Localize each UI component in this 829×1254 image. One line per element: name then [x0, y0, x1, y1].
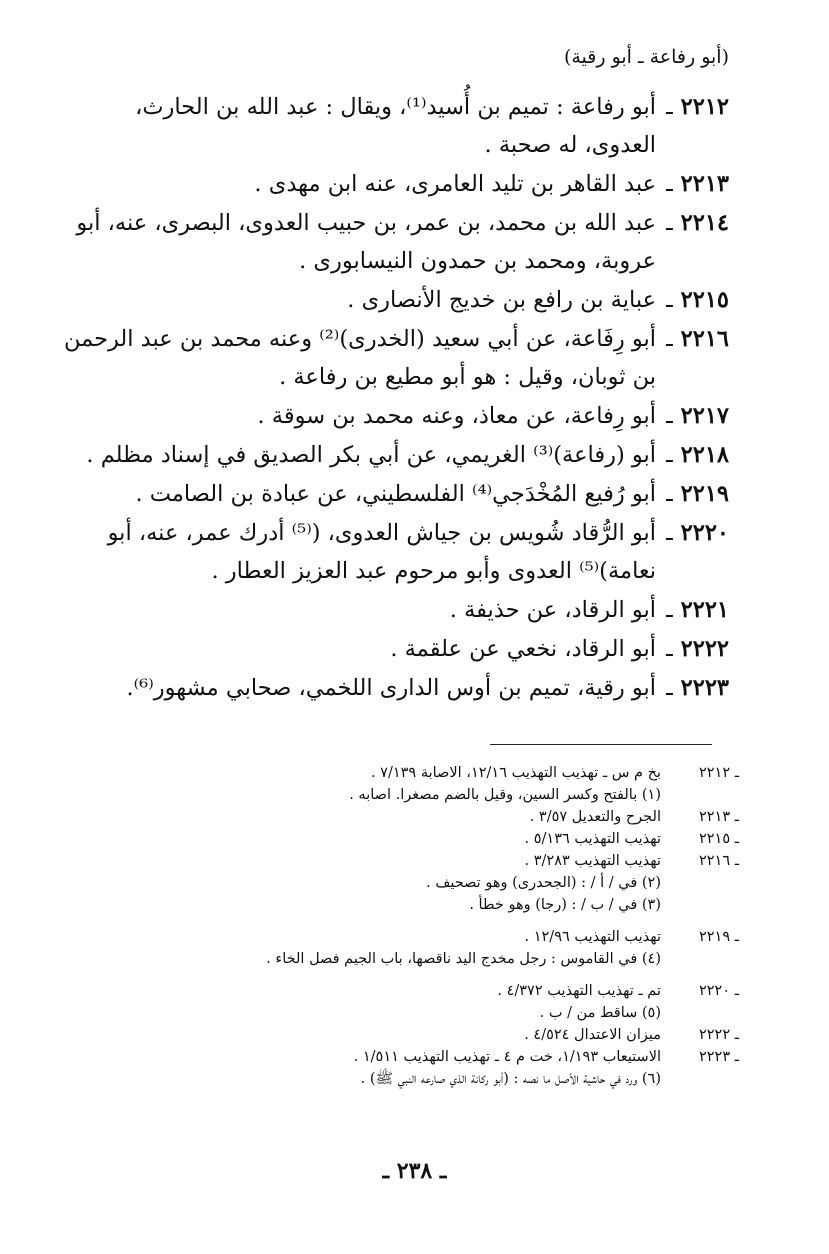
footnote	[120, 926, 739, 948]
entry-text: عبد القاهر بن تليد العامرى، عنه ابن مهدى .	[254, 171, 657, 197]
entry-number: ٢٢١٨	[680, 442, 729, 468]
footnote-text: الجرح والتعديل ٣/٥٧ .	[529, 809, 661, 825]
footnote-text: (٣) في / ب / : (رجا) وهو خطأ .	[469, 897, 661, 913]
entry-text: أبو رقية، تميم بن أوس الدارى اللخمي، صحابي مشهور⁽⁶⁾.	[126, 675, 657, 701]
entry: ٢٢١٤ ـ عبد الله بن محمد، بن عمر، بن حبيب العدوى، البصرى، عنه، أبو عروبة، ومحمد بن حمدون النيسابورى .	[60, 204, 729, 280]
entry-number: ٢٢١٦	[680, 326, 729, 352]
entry: ٢٢١٥ ـ عباية بن رافع بن خديج الأنصارى .	[60, 281, 729, 319]
entry-number: ٢٢١٧	[680, 403, 729, 429]
entries-list	[60, 88, 729, 708]
footnote	[120, 1002, 739, 1024]
entry-number: ٢٢١٥	[680, 287, 729, 313]
footnote-ref: ـ ٢٢٢٠	[698, 983, 739, 999]
entry-number: ٢٢٢٣	[680, 675, 729, 701]
footnote-text: تهذيب التهذيب ٥/١٣٦ .	[524, 831, 661, 847]
footnote-text: تهذيب التهذيب ١٢/٩٦ .	[524, 929, 661, 945]
footnote	[120, 806, 739, 828]
footnotes	[120, 762, 739, 1090]
entry-text: أبو رفاعة : تميم بن أُسيد⁽¹⁾، ويقال : عبد الله بن الحارث، العدوى، له صحبة .	[135, 94, 657, 158]
entry: ٢٢٢٣ ـ أبو رقية، تميم بن أوس الدارى اللخمي، صحابي مشهور⁽⁶⁾.	[60, 669, 729, 707]
entry: ٢٢١٨ ـ أبو (رفاعة)⁽³⁾ الغريمي، عن أبي بكر الصديق في إسناد مظلم .	[60, 436, 729, 474]
entry-number: ٢٢١٢	[680, 94, 729, 120]
entry-number: ٢٢١٣	[680, 171, 729, 197]
footnote-text: (٦) ورد في حاشية الأصل ما نصه : (أبو ركانة الذي صارعه النبي ﷺ) .	[360, 1071, 661, 1087]
entry-number: ٢٢١٩	[680, 481, 729, 507]
footnote	[120, 784, 739, 806]
footnote-text: تهذيب التهذيب ٣/٢٨٣ .	[524, 853, 661, 869]
footnote	[120, 1024, 739, 1046]
entry: ٢٢١٦ ـ أبو رِفَاعة، عن أبي سعيد (الخدرى)⁽²⁾ وعنه محمد بن عبد الرحمن بن ثوبان، وقيل : هو أبو مطيع بن رفاعة .	[60, 320, 729, 396]
footnote	[120, 894, 739, 916]
footnote	[120, 1068, 739, 1090]
page-number: ـ ٢٣٨ ـ	[382, 1158, 447, 1184]
footnote	[120, 1046, 739, 1068]
footnote-divider	[490, 744, 712, 745]
entry: ٢٢١٩ ـ أبو رُفيع المُخْدَجي⁽⁴⁾ الفلسطيني، عن عبادة بن الصامت .	[60, 475, 729, 513]
entry-text: أبو الرُّقاد شُويس بن جياش العدوى، (⁽⁵⁾ أدرك عمر، عنه، أبو نعامة)⁽⁵⁾ العدوى وأبو مرحوم عبد العزيز العطار .	[107, 520, 657, 584]
footnote-ref: ـ ٢٢١٣	[698, 809, 739, 825]
footnote	[120, 948, 739, 970]
entry: ٢٢١٢ ـ أبو رفاعة : تميم بن أُسيد⁽¹⁾، ويقال : عبد الله بن الحارث، العدوى، له صحبة .	[60, 88, 729, 164]
footnote-text: بخ م س ـ تهذيب التهذيب ١٢/١٦، الاصابة ٧/١٣٩ .	[370, 765, 661, 781]
entry-text: عباية بن رافع بن خديج الأنصارى .	[347, 287, 657, 313]
running-header: (أبو رفاعة ـ أبو رقية)	[563, 46, 729, 68]
entry: ٢٢٢١ ـ أبو الرقاد، عن حذيفة .	[60, 591, 729, 629]
entry-text: أبو الرقاد، نخعي عن علقمة .	[390, 636, 657, 662]
footnote	[120, 850, 739, 872]
footnote-text: (٢) في / أ / : (الجحدرى) وهو تصحيف .	[426, 875, 661, 891]
footnote	[120, 762, 739, 784]
footnote	[120, 872, 739, 894]
footnote-ref: ـ ٢٢١٩	[698, 929, 739, 945]
footnote-text: (٤) في القاموس : رجل مخدج اليد ناقصها، باب الجيم فصل الخاء .	[266, 951, 661, 967]
entry-text: أبو رُفيع المُخْدَجي⁽⁴⁾ الفلسطيني، عن عبادة بن الصامت .	[135, 481, 657, 507]
footnote-ref: ـ ٢٢١٥	[698, 831, 739, 847]
entry-number: ٢٢١٤	[680, 210, 729, 236]
footnote	[120, 828, 739, 850]
entry-number: ٢٢٢٠	[680, 520, 729, 546]
footnote-text: (٥) ساقط من / ب .	[539, 1005, 661, 1021]
entry-text: أبو رِفَاعة، عن أبي سعيد (الخدرى)⁽²⁾ وعنه محمد بن عبد الرحمن بن ثوبان، وقيل : هو أبو مطيع بن رفاعة .	[63, 326, 657, 390]
footnote-text: ميزان الاعتدال ٤/٥٢٤ .	[524, 1027, 661, 1043]
footnote-ref: ـ ٢٢١٢	[698, 765, 739, 781]
footnote-text: تم ـ تهذيب التهذيب ٤/٣٧٢ .	[497, 983, 661, 999]
entry-text: أبو رِفاعة، عن معاذ، وعنه محمد بن سوقة .	[257, 403, 657, 429]
entry: ٢٢٢٠ ـ أبو الرُّقاد شُويس بن جياش العدوى، (⁽⁵⁾ أدرك عمر، عنه، أبو نعامة)⁽⁵⁾ العدوى وأبو مرحوم عبد العزيز العطار .	[60, 514, 729, 590]
entry: ٢٢١٧ ـ أبو رِفاعة، عن معاذ، وعنه محمد بن سوقة .	[60, 397, 729, 435]
entry-number: ٢٢٢٢	[680, 636, 729, 662]
footnote-ref: ـ ٢٢٢٣	[698, 1049, 739, 1065]
footnote-ref: ـ ٢٢١٦	[698, 853, 739, 869]
footnote	[120, 980, 739, 1002]
entry: ٢٢١٣ ـ عبد القاهر بن تليد العامرى، عنه ابن مهدى .	[60, 165, 729, 203]
entry-text: أبو الرقاد، عن حذيفة .	[449, 597, 657, 623]
footnote-ref: ـ ٢٢٢٢	[698, 1027, 739, 1043]
footnote-text: الاستيعاب ١/١٩٣، خت م ٤ ـ تهذيب التهذيب ١/٥١١ .	[353, 1049, 661, 1065]
entry: ٢٢٢٢ ـ أبو الرقاد، نخعي عن علقمة .	[60, 630, 729, 668]
footnote-text: (١) بالفتح وكسر السين، وقيل بالضم مصغرا. اصابه .	[349, 787, 661, 803]
entry-number: ٢٢٢١	[680, 597, 729, 623]
entry-text: عبد الله بن محمد، بن عمر، بن حبيب العدوى، البصرى، عنه، أبو عروبة، ومحمد بن حمدون النيسابورى .	[76, 210, 657, 274]
entry-text: أبو (رفاعة)⁽³⁾ الغريمي، عن أبي بكر الصديق في إسناد مظلم .	[86, 442, 657, 468]
